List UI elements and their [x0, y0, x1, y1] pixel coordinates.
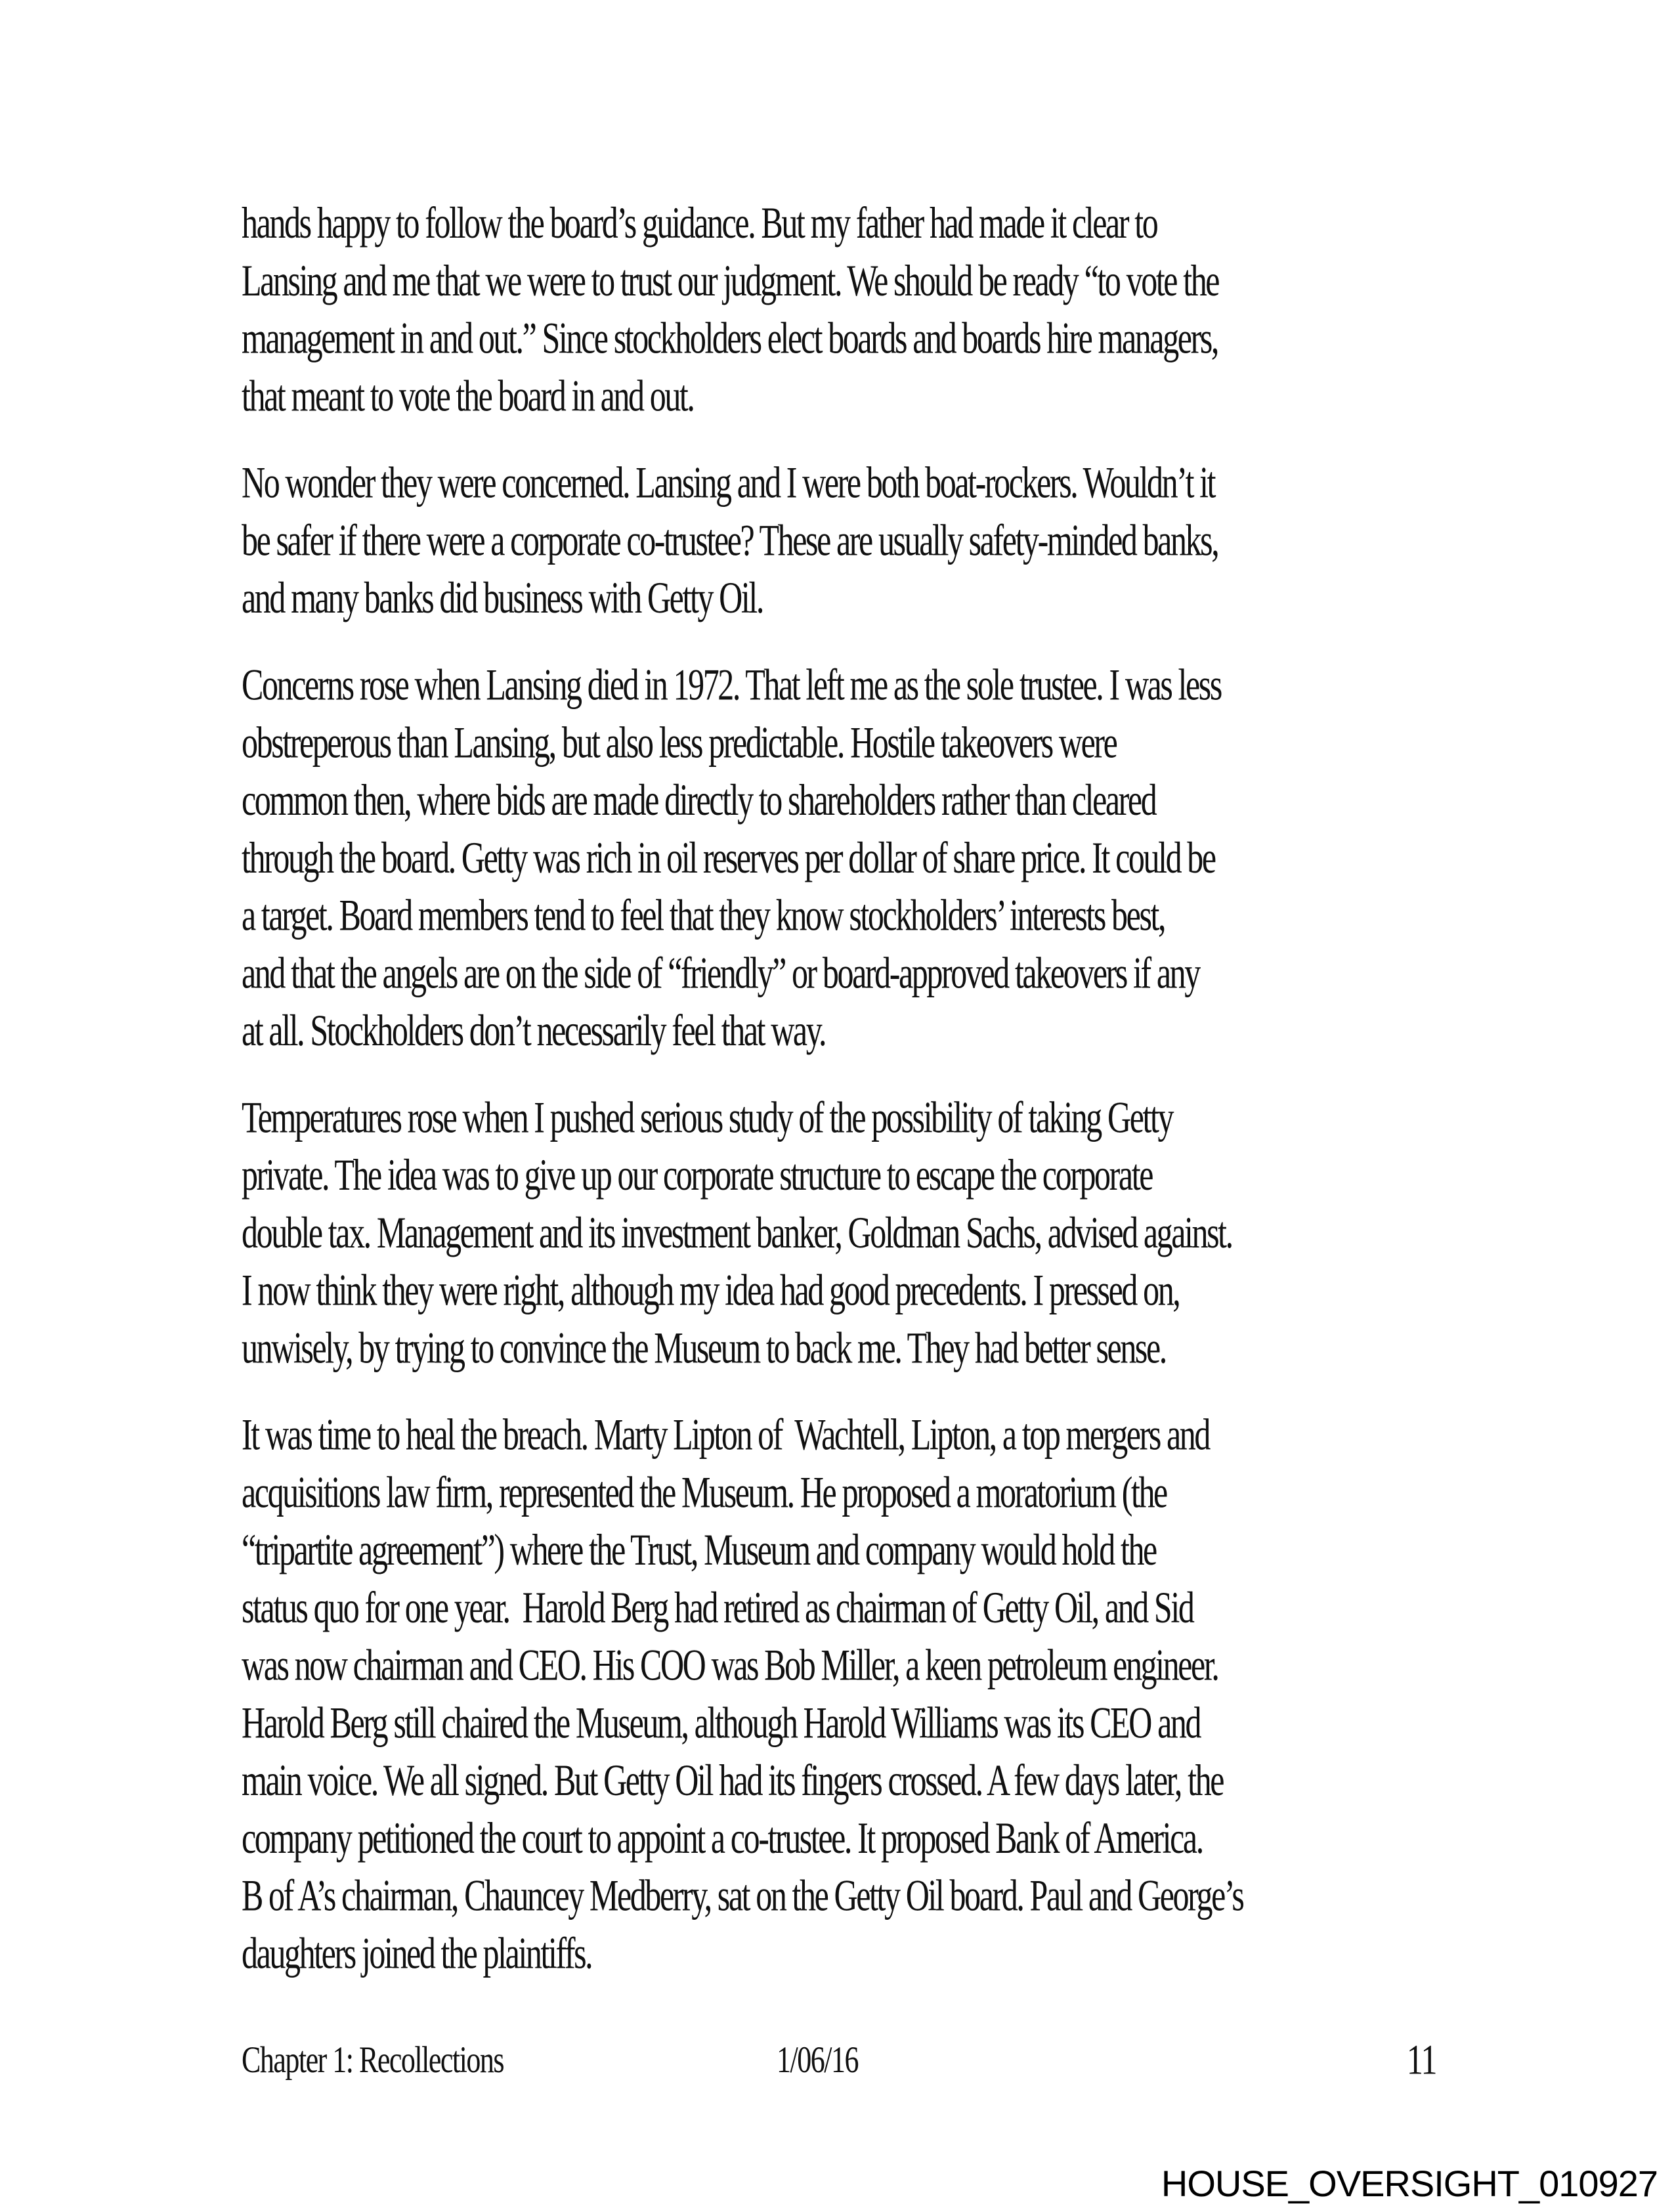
- text-line: I now think they were right, although my idea had good precedents. I pressed on,: [242, 1265, 1180, 1315]
- text-line: acquisitions law firm, represented the Museum. He proposed a moratorium (the: [242, 1467, 1167, 1517]
- text-line: B of A’s chairman, Chauncey Medberry, sat on the Getty Oil board. Paul and George’s: [242, 1870, 1243, 1920]
- text-line: at all. Stockholders don’t necessarily feel that way.: [242, 1005, 826, 1055]
- body-text: [242, 194, 1436, 2012]
- text-line: No wonder they were concerned. Lansing and I were both boat-rockers. Wouldn’t it: [242, 457, 1215, 508]
- text-line: private. The idea was to give up our corporate structure to escape the corporate: [242, 1150, 1152, 1200]
- text-line: through the board. Getty was rich in oil reserves per dollar of share price. It could be: [242, 833, 1215, 882]
- text-line: company petitioned the court to appoint a co-trustee. It proposed Bank of America.: [242, 1813, 1203, 1863]
- text-line: Harold Berg still chaired the Museum, although Harold Williams was its CEO and: [242, 1697, 1201, 1748]
- text-line: unwisely, by trying to convince the Museum to back me. They had better sense.: [242, 1322, 1166, 1373]
- footer-date: 1/06/16: [777, 2039, 858, 2081]
- text-line: Temperatures rose when I pushed serious study of the possibility of taking Getty: [242, 1092, 1173, 1142]
- text-line: double tax. Management and its investment banker, Goldman Sachs, advised against.: [242, 1207, 1232, 1257]
- paragraph: [242, 194, 1436, 425]
- footer-chapter-label: Chapter 1: Recollections: [242, 2039, 504, 2081]
- text-line: and many banks did business with Getty Oil.: [242, 573, 763, 623]
- text-line: and that the angels are on the side of “friendly” or board-approved takeovers if any: [242, 947, 1199, 998]
- paragraph: [242, 656, 1436, 1059]
- page-footer: [242, 2035, 1436, 2098]
- text-line: daughters joined the plaintiffs.: [242, 1928, 592, 1978]
- text-line: status quo for one year. Harold Berg had retired as chairman of Getty Oil, and Sid: [242, 1582, 1193, 1632]
- text-line: be safer if there were a corporate co-trustee? These are usually safety-minded banks,: [242, 515, 1218, 565]
- text-line: It was time to heal the breach. Marty Lipton of Wachtell, Lipton, a top mergers and: [242, 1409, 1209, 1460]
- text-line: main voice. We all signed. But Getty Oil had its fingers crossed. A few days later, the: [242, 1755, 1223, 1805]
- text-line: hands happy to follow the board’s guidance. But my father had made it clear to: [242, 198, 1157, 248]
- paragraph: [242, 1406, 1436, 1982]
- text-line: “tripartite agreement”) where the Trust, Museum and company would hold the: [242, 1525, 1156, 1574]
- text-line: obstreperous than Lansing, but also less predictable. Hostile takeovers were: [242, 717, 1117, 768]
- text-line: Lansing and me that we were to trust our judgment. We should be ready “to vote the: [242, 255, 1219, 305]
- page-number: 11: [1406, 2035, 1436, 2083]
- bates-stamp: HOUSE_OVERSIGHT_010927: [1161, 2163, 1658, 2204]
- paragraph: [242, 1089, 1436, 1377]
- text-line: that meant to vote the board in and out.: [242, 370, 694, 421]
- text-line: common then, where bids are made directly to shareholders rather than cleared: [242, 775, 1156, 825]
- paragraph: [242, 454, 1436, 627]
- text-line: management in and out.” Since stockholders elect boards and boards hire managers,: [242, 313, 1218, 363]
- text-line: Concerns rose when Lansing died in 1972. That left me as the sole trustee. I was less: [242, 659, 1221, 710]
- text-line: a target. Board members tend to feel that they know stockholders’ interests best,: [242, 890, 1165, 940]
- text-line: was now chairman and CEO. His COO was Bob Miller, a keen petroleum engineer.: [242, 1639, 1218, 1690]
